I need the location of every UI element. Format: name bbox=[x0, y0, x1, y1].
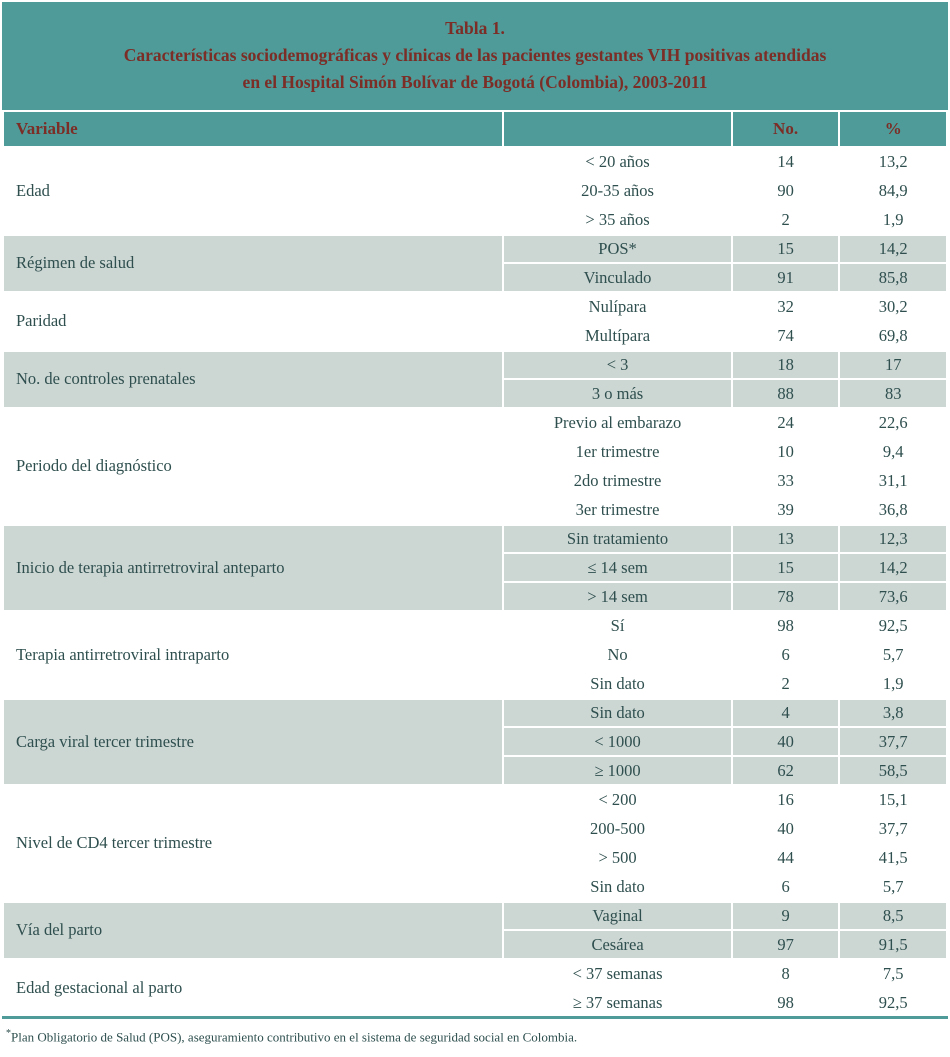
category-cell: > 35 años bbox=[503, 205, 731, 234]
count-cell: 88 bbox=[732, 379, 840, 408]
percent-cell: 12,3 bbox=[839, 524, 947, 553]
variable-cell: Terapia antirretroviral intraparto bbox=[3, 611, 503, 698]
category-cell: No bbox=[503, 640, 731, 669]
percent-cell: 17 bbox=[839, 350, 947, 379]
percent-cell: 41,5 bbox=[839, 843, 947, 872]
column-header-percent: % bbox=[839, 111, 947, 147]
column-header-category bbox=[503, 111, 731, 147]
percent-cell: 31,1 bbox=[839, 466, 947, 495]
category-cell: Sin tratamiento bbox=[503, 524, 731, 553]
count-cell: 2 bbox=[732, 669, 840, 698]
percent-cell: 9,4 bbox=[839, 437, 947, 466]
variable-cell: Carga viral tercer trimestre bbox=[3, 698, 503, 785]
category-cell: Nulípara bbox=[503, 292, 731, 321]
count-cell: 74 bbox=[732, 321, 840, 350]
percent-cell: 58,5 bbox=[839, 756, 947, 785]
percent-cell: 5,7 bbox=[839, 872, 947, 901]
count-cell: 98 bbox=[732, 988, 840, 1017]
table-row bbox=[3, 292, 947, 321]
category-cell: < 37 semanas bbox=[503, 959, 731, 988]
footnote-marker: * bbox=[6, 1027, 11, 1039]
category-cell: 20-35 años bbox=[503, 176, 731, 205]
percent-cell: 3,8 bbox=[839, 698, 947, 727]
variable-cell: Inicio de terapia antirretroviral anteparto bbox=[3, 524, 503, 611]
percent-cell: 14,2 bbox=[839, 234, 947, 263]
percent-cell: 8,5 bbox=[839, 901, 947, 930]
variable-cell: Vía del parto bbox=[3, 901, 503, 959]
count-cell: 10 bbox=[732, 437, 840, 466]
count-cell: 40 bbox=[732, 814, 840, 843]
count-cell: 15 bbox=[732, 553, 840, 582]
percent-cell: 13,2 bbox=[839, 147, 947, 176]
category-cell: 200-500 bbox=[503, 814, 731, 843]
variable-cell: Edad gestacional al parto bbox=[3, 959, 503, 1017]
count-cell: 6 bbox=[732, 640, 840, 669]
variable-cell: No. de controles prenatales bbox=[3, 350, 503, 408]
percent-cell: 83 bbox=[839, 379, 947, 408]
percent-cell: 30,2 bbox=[839, 292, 947, 321]
count-cell: 97 bbox=[732, 930, 840, 959]
category-cell: < 3 bbox=[503, 350, 731, 379]
table-row bbox=[3, 234, 947, 263]
table-row bbox=[3, 611, 947, 640]
count-cell: 14 bbox=[732, 147, 840, 176]
table-row bbox=[3, 785, 947, 814]
count-cell: 33 bbox=[732, 466, 840, 495]
percent-cell: 1,9 bbox=[839, 205, 947, 234]
table-caption-line2: en el Hospital Simón Bolívar de Bogotá (Colombia), 2003-2011 bbox=[242, 72, 708, 93]
category-cell: Vinculado bbox=[503, 263, 731, 292]
percent-cell: 69,8 bbox=[839, 321, 947, 350]
percent-cell: 92,5 bbox=[839, 611, 947, 640]
percent-cell: 14,2 bbox=[839, 553, 947, 582]
characteristics-table bbox=[2, 110, 948, 1019]
count-cell: 9 bbox=[732, 901, 840, 930]
count-cell: 13 bbox=[732, 524, 840, 553]
percent-cell: 73,6 bbox=[839, 582, 947, 611]
column-header-no: No. bbox=[732, 111, 840, 147]
table-caption-line1: Características sociodemográficas y clínicas de las pacientes gestantes VIH positivas atendidas bbox=[123, 45, 827, 66]
count-cell: 18 bbox=[732, 350, 840, 379]
count-cell: 62 bbox=[732, 756, 840, 785]
category-cell: < 1000 bbox=[503, 727, 731, 756]
table-row bbox=[3, 350, 947, 379]
count-cell: 16 bbox=[732, 785, 840, 814]
variable-cell: Nivel de CD4 tercer trimestre bbox=[3, 785, 503, 901]
category-cell: Sin dato bbox=[503, 669, 731, 698]
category-cell: < 200 bbox=[503, 785, 731, 814]
count-cell: 44 bbox=[732, 843, 840, 872]
category-cell: Multípara bbox=[503, 321, 731, 350]
variable-cell: Edad bbox=[3, 147, 503, 234]
table-footnote bbox=[2, 1019, 948, 1057]
column-header-row bbox=[3, 111, 947, 147]
count-cell: 8 bbox=[732, 959, 840, 988]
count-cell: 4 bbox=[732, 698, 840, 727]
category-cell: 2do trimestre bbox=[503, 466, 731, 495]
count-cell: 98 bbox=[732, 611, 840, 640]
category-cell: 3 o más bbox=[503, 379, 731, 408]
table-title-block bbox=[2, 2, 948, 110]
percent-cell: 91,5 bbox=[839, 930, 947, 959]
category-cell: > 14 sem bbox=[503, 582, 731, 611]
variable-cell: Régimen de salud bbox=[3, 234, 503, 292]
percent-cell: 15,1 bbox=[839, 785, 947, 814]
category-cell: ≤ 14 sem bbox=[503, 553, 731, 582]
category-cell: Sin dato bbox=[503, 698, 731, 727]
count-cell: 32 bbox=[732, 292, 840, 321]
category-cell: Cesárea bbox=[503, 930, 731, 959]
category-cell: ≥ 37 semanas bbox=[503, 988, 731, 1017]
category-cell: POS* bbox=[503, 234, 731, 263]
table-row bbox=[3, 524, 947, 553]
table-row bbox=[3, 901, 947, 930]
category-cell: 3er trimestre bbox=[503, 495, 731, 524]
variable-cell: Periodo del diagnóstico bbox=[3, 408, 503, 524]
percent-cell: 7,5 bbox=[839, 959, 947, 988]
table-row bbox=[3, 147, 947, 176]
count-cell: 6 bbox=[732, 872, 840, 901]
variable-cell: Paridad bbox=[3, 292, 503, 350]
column-header-variable: Variable bbox=[3, 111, 503, 147]
count-cell: 78 bbox=[732, 582, 840, 611]
percent-cell: 36,8 bbox=[839, 495, 947, 524]
table-number: Tabla 1. bbox=[445, 18, 505, 38]
count-cell: 39 bbox=[732, 495, 840, 524]
category-cell: ≥ 1000 bbox=[503, 756, 731, 785]
percent-cell: 1,9 bbox=[839, 669, 947, 698]
category-cell: 1er trimestre bbox=[503, 437, 731, 466]
category-cell: < 20 años bbox=[503, 147, 731, 176]
category-cell: > 500 bbox=[503, 843, 731, 872]
percent-cell: 5,7 bbox=[839, 640, 947, 669]
count-cell: 15 bbox=[732, 234, 840, 263]
percent-cell: 37,7 bbox=[839, 814, 947, 843]
table-row bbox=[3, 698, 947, 727]
percent-cell: 84,9 bbox=[839, 176, 947, 205]
percent-cell: 92,5 bbox=[839, 988, 947, 1017]
percent-cell: 37,7 bbox=[839, 727, 947, 756]
category-cell: Sin dato bbox=[503, 872, 731, 901]
category-cell: Vaginal bbox=[503, 901, 731, 930]
percent-cell: 22,6 bbox=[839, 408, 947, 437]
count-cell: 90 bbox=[732, 176, 840, 205]
table-row bbox=[3, 408, 947, 437]
footnote-text: Plan Obligatorio de Salud (POS), aseguramiento contributivo en el sistema de seguridad social en Colombia. bbox=[11, 1029, 578, 1045]
percent-cell: 85,8 bbox=[839, 263, 947, 292]
category-cell: Sí bbox=[503, 611, 731, 640]
table-row bbox=[3, 959, 947, 988]
count-cell: 24 bbox=[732, 408, 840, 437]
category-cell: Previo al embarazo bbox=[503, 408, 731, 437]
count-cell: 91 bbox=[732, 263, 840, 292]
count-cell: 2 bbox=[732, 205, 840, 234]
count-cell: 40 bbox=[732, 727, 840, 756]
